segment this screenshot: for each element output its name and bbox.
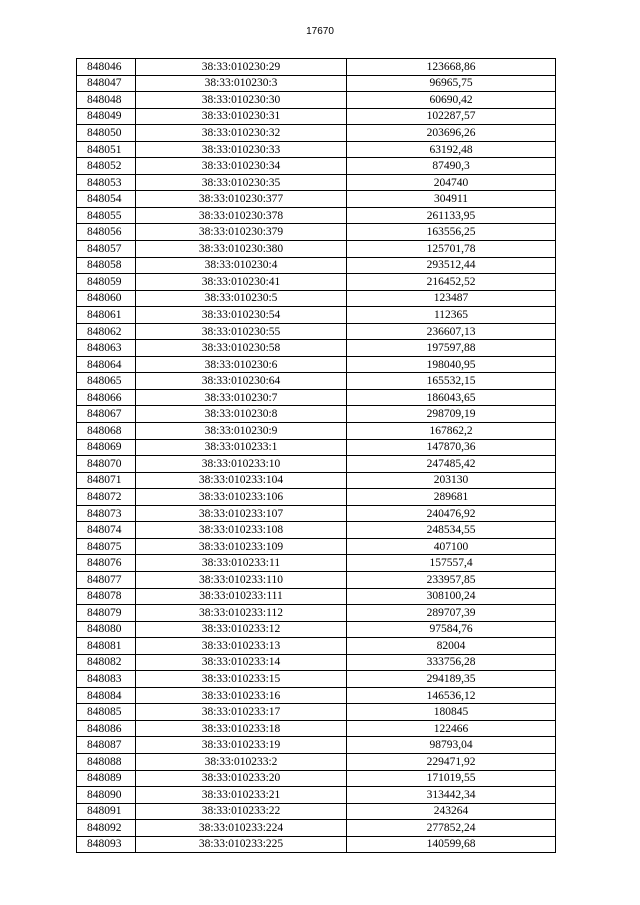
cadastral-number-cell: 38:33:010230:6 bbox=[136, 356, 347, 373]
table-row bbox=[77, 770, 556, 787]
cadastral-number-cell: 38:33:010230:54 bbox=[136, 307, 347, 324]
value-cell: 233957,85 bbox=[347, 571, 556, 588]
table-row bbox=[77, 257, 556, 274]
row-id-cell: 848073 bbox=[77, 505, 136, 522]
cadastral-table bbox=[76, 58, 556, 853]
cadastral-number-cell: 38:33:010233:108 bbox=[136, 522, 347, 539]
table-row bbox=[77, 406, 556, 423]
table-row bbox=[77, 588, 556, 605]
value-cell: 157557,4 bbox=[347, 555, 556, 572]
value-cell: 248534,55 bbox=[347, 522, 556, 539]
value-cell: 308100,24 bbox=[347, 588, 556, 605]
row-id-cell: 848089 bbox=[77, 770, 136, 787]
value-cell: 407100 bbox=[347, 538, 556, 555]
table-row bbox=[77, 605, 556, 622]
value-cell: 229471,92 bbox=[347, 753, 556, 770]
table-row bbox=[77, 340, 556, 357]
value-cell: 313442,34 bbox=[347, 787, 556, 804]
value-cell: 147870,36 bbox=[347, 439, 556, 456]
row-id-cell: 848065 bbox=[77, 373, 136, 390]
row-id-cell: 848083 bbox=[77, 671, 136, 688]
cadastral-number-cell: 38:33:010233:107 bbox=[136, 505, 347, 522]
row-id-cell: 848090 bbox=[77, 787, 136, 804]
table-row bbox=[77, 174, 556, 191]
row-id-cell: 848079 bbox=[77, 605, 136, 622]
cadastral-number-cell: 38:33:010233:11 bbox=[136, 555, 347, 572]
cadastral-number-cell: 38:33:010230:30 bbox=[136, 92, 347, 109]
cadastral-number-cell: 38:33:010233:14 bbox=[136, 654, 347, 671]
cadastral-number-cell: 38:33:010233:104 bbox=[136, 472, 347, 489]
page-number: 17670 bbox=[306, 26, 334, 37]
table-row bbox=[77, 241, 556, 258]
cadastral-number-cell: 38:33:010230:41 bbox=[136, 274, 347, 291]
row-id-cell: 848067 bbox=[77, 406, 136, 423]
cadastral-number-cell: 38:33:010233:106 bbox=[136, 489, 347, 506]
cadastral-number-cell: 38:33:010230:7 bbox=[136, 389, 347, 406]
table-row bbox=[77, 753, 556, 770]
row-id-cell: 848061 bbox=[77, 307, 136, 324]
table-row bbox=[77, 836, 556, 853]
row-id-cell: 848088 bbox=[77, 753, 136, 770]
cadastral-number-cell: 38:33:010233:13 bbox=[136, 638, 347, 655]
value-cell: 97584,76 bbox=[347, 621, 556, 638]
cadastral-number-cell: 38:33:010233:17 bbox=[136, 704, 347, 721]
cadastral-number-cell: 38:33:010233:18 bbox=[136, 720, 347, 737]
table-row bbox=[77, 224, 556, 241]
value-cell: 261133,95 bbox=[347, 207, 556, 224]
cadastral-number-cell: 38:33:010230:379 bbox=[136, 224, 347, 241]
value-cell: 63192,48 bbox=[347, 141, 556, 158]
cadastral-number-cell: 38:33:010230:31 bbox=[136, 108, 347, 125]
table-row bbox=[77, 141, 556, 158]
table-row bbox=[77, 75, 556, 92]
table-row bbox=[77, 621, 556, 638]
row-id-cell: 848052 bbox=[77, 158, 136, 175]
table-row bbox=[77, 803, 556, 820]
table-row bbox=[77, 671, 556, 688]
value-cell: 293512,44 bbox=[347, 257, 556, 274]
row-id-cell: 848054 bbox=[77, 191, 136, 208]
table-row bbox=[77, 787, 556, 804]
table-row bbox=[77, 472, 556, 489]
table-row bbox=[77, 158, 556, 175]
row-id-cell: 848070 bbox=[77, 456, 136, 473]
value-cell: 216452,52 bbox=[347, 274, 556, 291]
value-cell: 203696,26 bbox=[347, 125, 556, 142]
table-row bbox=[77, 323, 556, 340]
cadastral-number-cell: 38:33:010233:112 bbox=[136, 605, 347, 622]
row-id-cell: 848063 bbox=[77, 340, 136, 357]
cadastral-number-cell: 38:33:010230:33 bbox=[136, 141, 347, 158]
table-row bbox=[77, 439, 556, 456]
cadastral-number-cell: 38:33:010230:377 bbox=[136, 191, 347, 208]
row-id-cell: 848056 bbox=[77, 224, 136, 241]
cadastral-number-cell: 38:33:010230:34 bbox=[136, 158, 347, 175]
row-id-cell: 848058 bbox=[77, 257, 136, 274]
cadastral-number-cell: 38:33:010233:19 bbox=[136, 737, 347, 754]
row-id-cell: 848074 bbox=[77, 522, 136, 539]
value-cell: 186043,65 bbox=[347, 389, 556, 406]
table-row bbox=[77, 571, 556, 588]
table-row bbox=[77, 274, 556, 291]
cadastral-number-cell: 38:33:010233:224 bbox=[136, 820, 347, 837]
row-id-cell: 848077 bbox=[77, 571, 136, 588]
row-id-cell: 848057 bbox=[77, 241, 136, 258]
cadastral-number-cell: 38:33:010230:4 bbox=[136, 257, 347, 274]
value-cell: 125701,78 bbox=[347, 241, 556, 258]
row-id-cell: 848091 bbox=[77, 803, 136, 820]
table-row bbox=[77, 108, 556, 125]
value-cell: 277852,24 bbox=[347, 820, 556, 837]
row-id-cell: 848066 bbox=[77, 389, 136, 406]
row-id-cell: 848071 bbox=[77, 472, 136, 489]
value-cell: 96965,75 bbox=[347, 75, 556, 92]
row-id-cell: 848068 bbox=[77, 423, 136, 440]
table-row bbox=[77, 505, 556, 522]
row-id-cell: 848048 bbox=[77, 92, 136, 109]
value-cell: 333756,28 bbox=[347, 654, 556, 671]
cadastral-number-cell: 38:33:010230:58 bbox=[136, 340, 347, 357]
cadastral-number-cell: 38:33:010230:5 bbox=[136, 290, 347, 307]
row-id-cell: 848081 bbox=[77, 638, 136, 655]
row-id-cell: 848078 bbox=[77, 588, 136, 605]
cadastral-number-cell: 38:33:010233:111 bbox=[136, 588, 347, 605]
row-id-cell: 848059 bbox=[77, 274, 136, 291]
row-id-cell: 848076 bbox=[77, 555, 136, 572]
value-cell: 236607,13 bbox=[347, 323, 556, 340]
table-row bbox=[77, 522, 556, 539]
value-cell: 122466 bbox=[347, 720, 556, 737]
row-id-cell: 848080 bbox=[77, 621, 136, 638]
cadastral-number-cell: 38:33:010233:21 bbox=[136, 787, 347, 804]
table-row bbox=[77, 307, 556, 324]
cadastral-number-cell: 38:33:010233:22 bbox=[136, 803, 347, 820]
value-cell: 198040,95 bbox=[347, 356, 556, 373]
cadastral-number-cell: 38:33:010230:9 bbox=[136, 423, 347, 440]
value-cell: 163556,25 bbox=[347, 224, 556, 241]
value-cell: 294189,35 bbox=[347, 671, 556, 688]
cadastral-number-cell: 38:33:010233:2 bbox=[136, 753, 347, 770]
cadastral-number-cell: 38:33:010230:380 bbox=[136, 241, 347, 258]
row-id-cell: 848069 bbox=[77, 439, 136, 456]
table-row bbox=[77, 59, 556, 76]
row-id-cell: 848046 bbox=[77, 59, 136, 76]
cadastral-number-cell: 38:33:010230:32 bbox=[136, 125, 347, 142]
value-cell: 304911 bbox=[347, 191, 556, 208]
row-id-cell: 848062 bbox=[77, 323, 136, 340]
value-cell: 204740 bbox=[347, 174, 556, 191]
table-row bbox=[77, 720, 556, 737]
value-cell: 140599,68 bbox=[347, 836, 556, 853]
row-id-cell: 848055 bbox=[77, 207, 136, 224]
value-cell: 146536,12 bbox=[347, 687, 556, 704]
table-row bbox=[77, 704, 556, 721]
row-id-cell: 848084 bbox=[77, 687, 136, 704]
table-row bbox=[77, 654, 556, 671]
table-row bbox=[77, 207, 556, 224]
table-row bbox=[77, 638, 556, 655]
value-cell: 87490,3 bbox=[347, 158, 556, 175]
row-id-cell: 848053 bbox=[77, 174, 136, 191]
table-row bbox=[77, 456, 556, 473]
cadastral-number-cell: 38:33:010233:1 bbox=[136, 439, 347, 456]
cadastral-number-cell: 38:33:010230:35 bbox=[136, 174, 347, 191]
row-id-cell: 848047 bbox=[77, 75, 136, 92]
row-id-cell: 848075 bbox=[77, 538, 136, 555]
table-row bbox=[77, 489, 556, 506]
table-row bbox=[77, 687, 556, 704]
cadastral-number-cell: 38:33:010230:378 bbox=[136, 207, 347, 224]
cadastral-number-cell: 38:33:010230:8 bbox=[136, 406, 347, 423]
cadastral-number-cell: 38:33:010233:225 bbox=[136, 836, 347, 853]
table-row bbox=[77, 538, 556, 555]
value-cell: 165532,15 bbox=[347, 373, 556, 390]
row-id-cell: 848092 bbox=[77, 820, 136, 837]
table-row bbox=[77, 737, 556, 754]
value-cell: 180845 bbox=[347, 704, 556, 721]
cadastral-number-cell: 38:33:010233:16 bbox=[136, 687, 347, 704]
row-id-cell: 848087 bbox=[77, 737, 136, 754]
value-cell: 247485,42 bbox=[347, 456, 556, 473]
table-row bbox=[77, 191, 556, 208]
cadastral-number-cell: 38:33:010233:110 bbox=[136, 571, 347, 588]
cadastral-number-cell: 38:33:010230:3 bbox=[136, 75, 347, 92]
table-row bbox=[77, 555, 556, 572]
value-cell: 102287,57 bbox=[347, 108, 556, 125]
value-cell: 289707,39 bbox=[347, 605, 556, 622]
table-row bbox=[77, 389, 556, 406]
value-cell: 60690,42 bbox=[347, 92, 556, 109]
value-cell: 289681 bbox=[347, 489, 556, 506]
cadastral-number-cell: 38:33:010233:20 bbox=[136, 770, 347, 787]
cadastral-number-cell: 38:33:010230:55 bbox=[136, 323, 347, 340]
cadastral-number-cell: 38:33:010233:10 bbox=[136, 456, 347, 473]
value-cell: 112365 bbox=[347, 307, 556, 324]
row-id-cell: 848072 bbox=[77, 489, 136, 506]
row-id-cell: 848086 bbox=[77, 720, 136, 737]
table-row bbox=[77, 290, 556, 307]
cadastral-number-cell: 38:33:010233:12 bbox=[136, 621, 347, 638]
table-row bbox=[77, 125, 556, 142]
table-row bbox=[77, 820, 556, 837]
table-body bbox=[77, 59, 556, 853]
value-cell: 123487 bbox=[347, 290, 556, 307]
value-cell: 171019,55 bbox=[347, 770, 556, 787]
value-cell: 298709,19 bbox=[347, 406, 556, 423]
table-row bbox=[77, 423, 556, 440]
row-id-cell: 848093 bbox=[77, 836, 136, 853]
cadastral-number-cell: 38:33:010230:64 bbox=[136, 373, 347, 390]
value-cell: 197597,88 bbox=[347, 340, 556, 357]
cadastral-number-cell: 38:33:010230:29 bbox=[136, 59, 347, 76]
value-cell: 243264 bbox=[347, 803, 556, 820]
row-id-cell: 848085 bbox=[77, 704, 136, 721]
cadastral-number-cell: 38:33:010233:15 bbox=[136, 671, 347, 688]
value-cell: 240476,92 bbox=[347, 505, 556, 522]
cadastral-number-cell: 38:33:010233:109 bbox=[136, 538, 347, 555]
row-id-cell: 848082 bbox=[77, 654, 136, 671]
value-cell: 167862,2 bbox=[347, 423, 556, 440]
table-row bbox=[77, 92, 556, 109]
row-id-cell: 848064 bbox=[77, 356, 136, 373]
table-row bbox=[77, 356, 556, 373]
row-id-cell: 848049 bbox=[77, 108, 136, 125]
row-id-cell: 848051 bbox=[77, 141, 136, 158]
table-row bbox=[77, 373, 556, 390]
row-id-cell: 848050 bbox=[77, 125, 136, 142]
row-id-cell: 848060 bbox=[77, 290, 136, 307]
value-cell: 82004 bbox=[347, 638, 556, 655]
value-cell: 203130 bbox=[347, 472, 556, 489]
value-cell: 123668,86 bbox=[347, 59, 556, 76]
value-cell: 98793,04 bbox=[347, 737, 556, 754]
